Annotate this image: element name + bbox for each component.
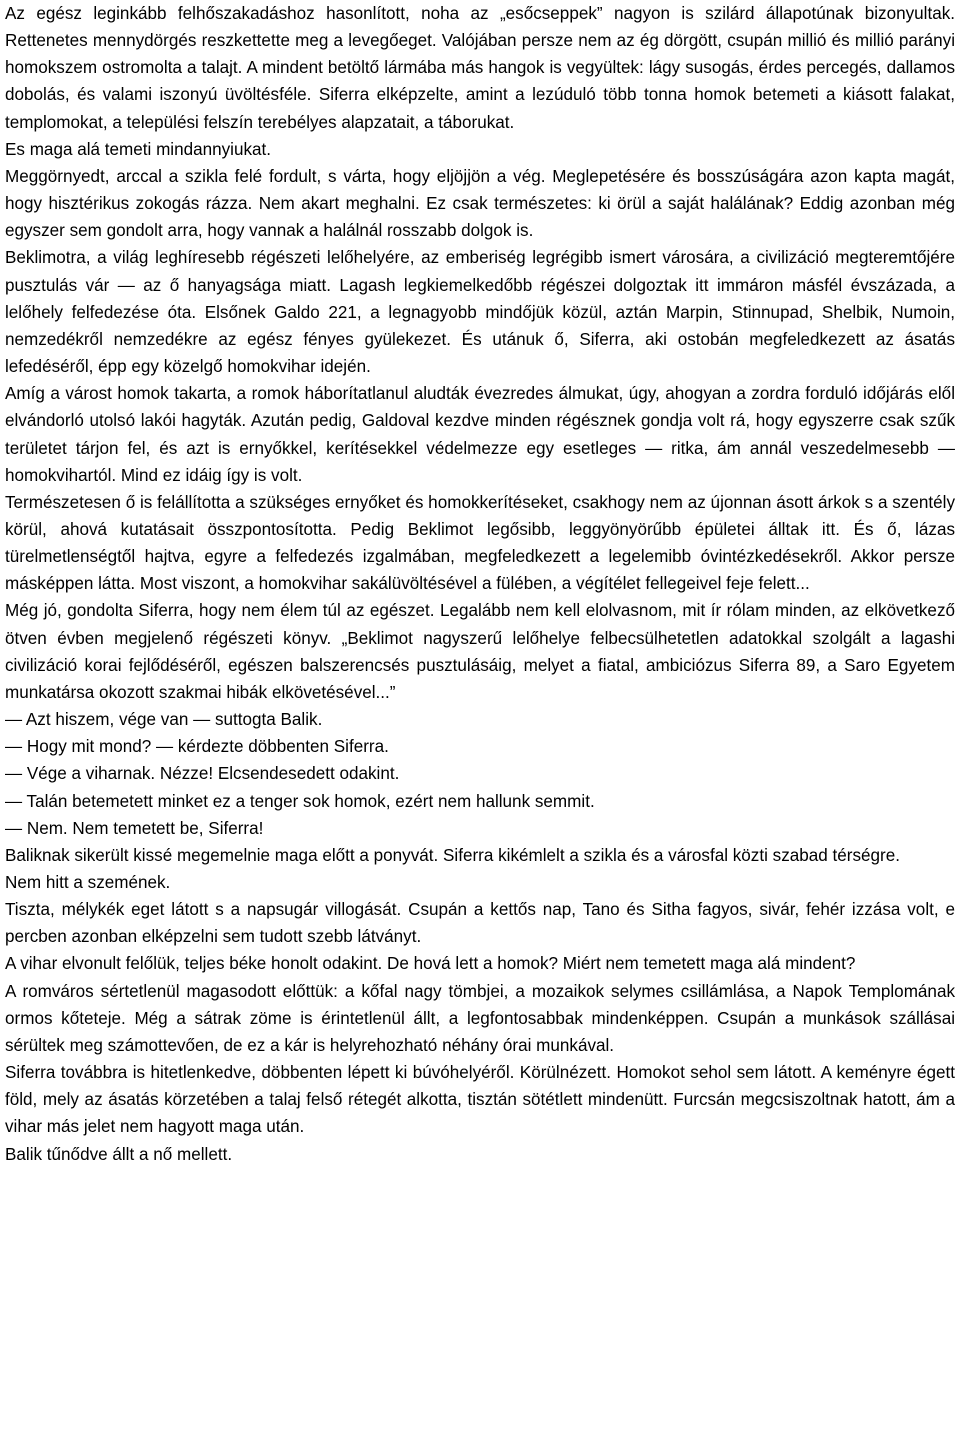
dialogue-line: — Vége a viharnak. Nézze! Elcsendesedett odakint.	[5, 764, 400, 784]
paragraph: Siferra továbbra is hitetlenkedve, döbbenten lépett ki búvóhelyéről. Körülnézett. Homokot sehol sem látott. A keményre égett föld, mely az ásatás körzetében a talaj felső rétegét alkotta, tisztán sötétlett mindenütt. Furcsán megcsiszoltnak hatott, ám a vihar más jelet nem hagyott maga után.	[5, 1063, 955, 1137]
dialogue-line: — Nem. Nem temetett be, Siferra!	[5, 818, 264, 838]
paragraph: Es maga alá temeti mindannyiukat.	[5, 139, 272, 159]
paragraph: Amíg a várost homok takarta, a romok háborítatlanul aludták évezredes álmukat, úgy, ahogyan a zordra forduló időjárás elől elvándorló utolsó lakói hagyták. Azután pedig, Galdoval kezdve minden régésznek gondja volt rá, hogy egyszerre csak szűk területet tárjon fel, és azt is ernyőkkel, kerítésekkel védelmezze egy esetleges — ritka, ám annál veszedelmesebb — homokvihartól. Mind ez idáig így is volt.	[5, 384, 955, 485]
paragraph: Természetesen ő is felállította a szükséges ernyőket és homokkerítéseket, csakhogy nem az újonnan ásott árkok s a szentély körül, ahová kutatásait összpontosította. Pedig Beklimot legősibb, leggyönyörűbb épületei álltak itt. És ő, lázas türelmetlenségtől hajtva, egyre a felfedezés izgalmában, megfeledkezett a legelemibb óvintézkedésekről. Akkor persze másképpen látta. Most viszont, a homokvihar sakálüvöltésével a fülében, a végítélet fellegeivel feje felett...	[5, 492, 955, 594]
paragraph: A romváros sértetlenül magasodott előttük: a kőfal nagy tömbjei, a mozaikok selymes csillámlása, a Napok Templomának ormos kőteteje. Még a sátrak zöme is érintetlenül állt, a legfontosabbak mindenképpen. Csupán a munkások szállásai sérültek meg számottevően, de ez a kár is helyrehozható néhány órai munkával.	[5, 981, 955, 1055]
paragraph: Nem hitt a szemének.	[5, 873, 171, 892]
dialogue-line: — Talán betemetett minket ez a tenger sok homok, ezért nem hallunk semmit.	[5, 791, 595, 811]
paragraph: Baliknak sikerült kissé megemelnie maga előtt a ponyvát. Siferra kikémlelt a szikla és a városfal közti szabad térségre.	[5, 845, 900, 865]
paragraph: A vihar elvonult felőlük, teljes béke honolt odakint. De hová lett a homok? Miért nem temetett maga alá mindent?	[5, 954, 856, 974]
paragraph: Beklimotra, a világ leghíresebb régészeti lelőhelyére, az emberiség legrégibb ismert városára, a civilizáció megteremtőjére pusztulás vár — az ő hanyagsága miatt. Lagash legkiemelkedőbb régészei dolgoztak itt immáron másfél évszázada, a lelőhely felfedezése óta. Elsőnek Galdo 221, a legnagyobb mindőjük közül, aztán Marpin, Stinnupad, Shelbik, Numoin, nemzedékről nemzedékre az egész fényes gyülekezet. És utánuk ő, Siferra, aki ostobán megfeledkezett az ásatás lefedéséről, épp egy közelgő homokvihar idején.	[5, 248, 955, 377]
paragraph: Balik tűnődve állt a nő mellett.	[5, 1144, 233, 1164]
paragraph: Tiszta, mélykék eget látott s a napsugár villogását. Csupán a kettős nap, Tano és Sitha fagyos, sivár, fehér izzása volt, e percben azonban elképzelni sem tudott szebb látványt.	[5, 900, 955, 947]
paragraph: Az egész leginkább felhőszakadáshoz hasonlított, noha az „esőcseppek” nagyon is szilárd állapotúnak bizonyultak. Rettenetes mennydörgés reszkettette meg a levegőeget. Valójában persze nem az ég dörgött, csupán millió és millió parányi homokszem ostromolta a talajt. A mindent betöltő lármába más hangok is vegyültek: lágy susogás, érdes percegés, dallamos dobolás, és valami iszonyú üvöltésféle. Siferra elképzelte, amint a lezúduló több tonna homok betemeti a kiásott falakat, templomokat, a települési felszín terebélyes alapzatait, a táborukat.	[5, 4, 955, 132]
dialogue-line: — Azt hiszem, vége van — suttogta Balik.	[5, 710, 323, 730]
paragraph: Meggörnyedt, arccal a szikla felé fordult, s várta, hogy eljöjjön a vég. Meglepetésére és bosszúságára azon kapta magát, hogy hisztérikus zokogás rázza. Nem akart meghalni. Ez csak természetes: ki örül a saját halálának? Eddig azonban még egyszer sem gondolt arra, hogy vannak a halálnál rosszabb dolgok is.	[5, 166, 955, 241]
paragraph: Még jó, gondolta Siferra, hogy nem élem túl az egészet. Legalább nem kell elolvasnom, mit ír rólam minden, az elkövetkező ötven évben megjelenő régészeti könyv. „Beklimot nagyszerű lelőhelye felbecsülhetetlen adatokkal szolgált a lagashi civilizáció korai fejlődéséről, egészen balszerencsés pusztulásáig, melyet a fiatal, ambiciózus Siferra 89, a Saro Egyetem munkatársa okozott szakmai hibák elkövetésével...”	[5, 601, 955, 702]
dialogue-line: — Hogy mit mond? — kérdezte döbbenten Siferra.	[5, 737, 389, 757]
